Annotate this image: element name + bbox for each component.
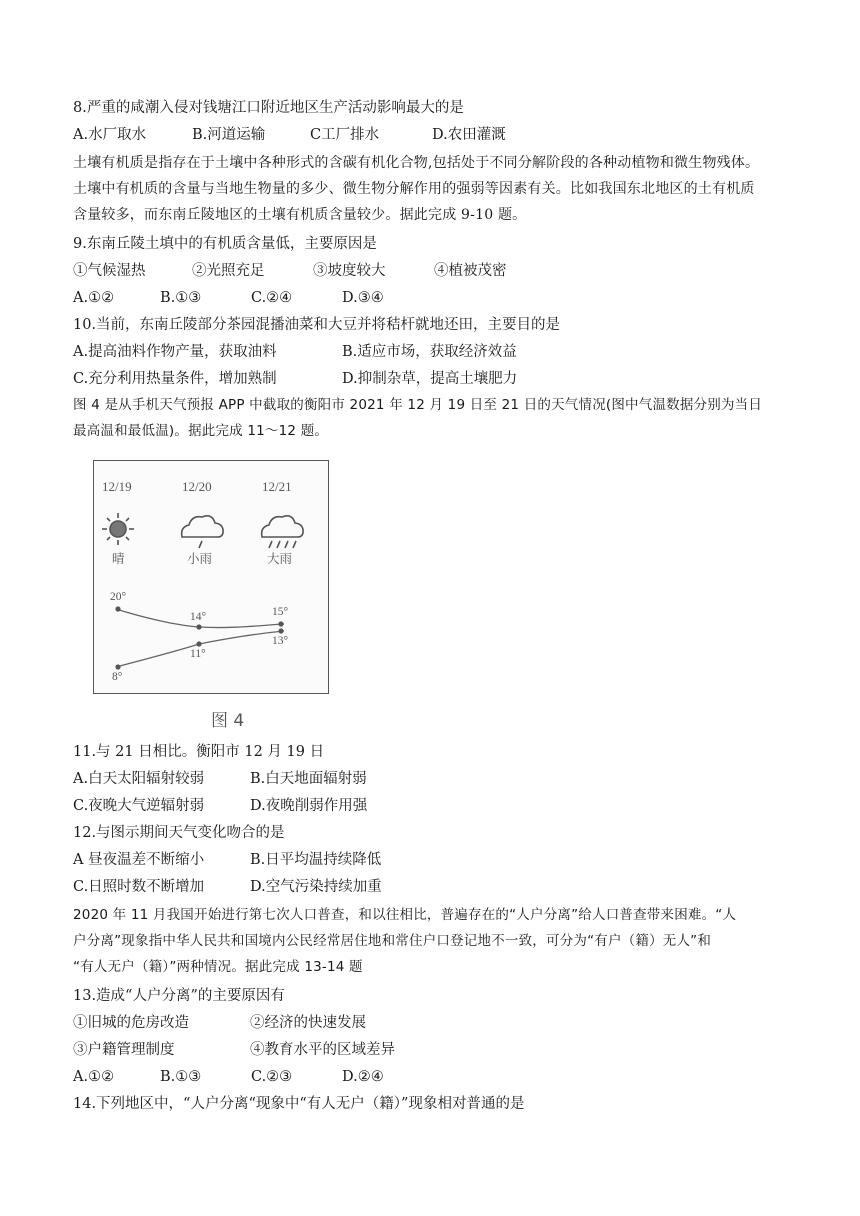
temperature-point	[115, 606, 120, 611]
q12-option-a: A 昼夜温差不断缩小	[73, 852, 205, 868]
soil-passage-line: 含量较多，而东南丘陵地区的土壤有机质含量较少。据此完成 9-10 题。	[73, 207, 527, 223]
q8-option-c: C工厂排水	[310, 127, 380, 143]
q8-option-d: D.农田灌溉	[432, 127, 506, 143]
figure-caption: 图 4	[211, 711, 245, 731]
figure-passage-line: 最高温和最低温)。据此完成 11～12 题。	[73, 423, 329, 439]
q12-option-b: B.日平均温持续降低	[250, 852, 382, 868]
date-label: 12/19	[102, 479, 132, 494]
heavy-rain-icon	[262, 516, 303, 548]
date-label: 12/20	[182, 479, 212, 494]
q9-factor-4: ④植被茂密	[434, 263, 507, 279]
q13-factor-1: ①旧城的危房改造	[73, 1015, 189, 1031]
q11-option-d: D.夜晚削弱作用强	[250, 798, 368, 814]
soil-passage-line: 土壤有机质是指存在于土壤中各种形式的含碳有机化合物,包括处于不同分解阶段的各种动植物和微生物残体。	[73, 155, 760, 171]
q9-option-d: D.③④	[342, 290, 384, 306]
q13-option-b: B.①③	[160, 1069, 202, 1085]
q8-option-a: A.水厂取水	[73, 127, 147, 143]
soil-passage	[73, 150, 793, 228]
low-temp-label: 8°	[112, 671, 123, 683]
q10-option-d: D.抑制杂草，提高土壤肥力	[342, 371, 518, 387]
q9-option-b: B.①③	[160, 290, 202, 306]
figure-passage-line: 图 4 是从手机天气预报 APP 中截取的衡阳市 2021 年 12 月 19 日至 21 日的天气情况(图中气温数据分别为当日	[73, 397, 763, 413]
q12-option-d: D.空气污染持续加重	[250, 879, 382, 895]
question-10-stem: 10.当前，东南丘陵部分茶园混播油菜和大豆并将秸杆就地还田，主要目的是	[73, 317, 561, 333]
census-passage-line: 户分离”现象指中华人民共和国境内公民经常居住地和常住户口登记地不一致，可分为“有户（籍）无人”和	[73, 933, 712, 949]
q13-option-a: A.①②	[73, 1069, 115, 1085]
temperature-point	[115, 664, 120, 669]
high-temp-label: 15°	[272, 606, 289, 618]
q11-option-c: C.夜晚大气逆辐射弱	[73, 798, 205, 814]
low-temp-label: 11°	[190, 648, 206, 660]
temperature-point	[278, 621, 283, 626]
sun-icon	[102, 513, 134, 545]
high-temp-label: 20°	[110, 591, 127, 603]
question-9-stem: 9.东南丘陵土填中的有机质含量低，主要原因是	[73, 236, 377, 252]
weather-label: 晴	[112, 551, 125, 566]
temperature-point	[196, 624, 201, 629]
temperature-point	[196, 641, 201, 646]
figure-passage	[73, 392, 793, 444]
q8-option-b: B.河道运输	[192, 127, 266, 143]
q13-factor-4: ④教育水平的区域差异	[250, 1042, 395, 1058]
weather-label: 大雨	[267, 551, 293, 566]
q9-factor-2: ②光照充足	[192, 263, 265, 279]
q11-option-b: B.白天地面辐射弱	[250, 771, 367, 787]
q10-option-c: C.充分利用热量条件，增加熟制	[73, 371, 277, 387]
q9-factor-1: ①气候湿热	[73, 263, 146, 279]
q11-option-a: A.白天太阳辐射较弱	[73, 771, 205, 787]
q10-option-a: A.提高油料作物产量，获取油料	[73, 344, 277, 360]
q13-option-c: C.②③	[251, 1069, 293, 1085]
q9-option-a: A.①②	[73, 290, 115, 306]
q12-option-c: C.日照时数不断增加	[73, 879, 205, 895]
low-temp-label: 13°	[272, 635, 289, 647]
census-passage-line: 2020 年 11 月我国开始进行第七次人口普查，和以往相比，普遍存在的“人户分离”给人口普查带来困难。“人	[73, 907, 737, 923]
census-passage-line: “有人无户（籍）”两种情况。据此完成 13-14 题	[73, 959, 363, 975]
question-13-stem: 13.造成“人户分离”的主要原因有	[73, 988, 285, 1004]
q13-factor-2: ②经济的快速发展	[250, 1015, 366, 1031]
temperature-point	[278, 628, 283, 633]
question-14-stem: 14.下列地区中，“人户分离“现象中“有人无户（籍）”现象相对普通的是	[73, 1096, 525, 1112]
question-12-stem: 12.与图示期间天气变化吻合的是	[73, 825, 285, 841]
q13-option-d: D.②④	[342, 1069, 384, 1085]
light-rain-icon	[182, 516, 223, 548]
census-passage	[73, 902, 793, 980]
weather-icons-and-temperature-curves	[94, 461, 328, 693]
question-8-stem: 8.严重的咸潮入侵对钱塘江口附近地区生产活动影响最大的是	[73, 100, 464, 116]
high-temp-label: 14°	[190, 611, 207, 623]
weather-label: 小雨	[187, 551, 213, 566]
q9-option-c: C.②④	[251, 290, 293, 306]
q9-factor-3: ③坡度较大	[313, 263, 386, 279]
q10-option-b: B.适应市场，获取经济效益	[342, 344, 517, 360]
question-11-stem: 11.与 21 日相比。衡阳市 12 月 19 日	[73, 744, 325, 760]
date-label: 12/21	[262, 479, 292, 494]
soil-passage-line: 土壤中有机质的含量与当地生物量的多少、微生物分解作用的强弱等因素有关。比如我国东北地区的土有机质	[73, 181, 755, 197]
weather-forecast-figure	[93, 460, 329, 694]
q13-factor-3: ③户籍管理制度	[73, 1042, 175, 1058]
